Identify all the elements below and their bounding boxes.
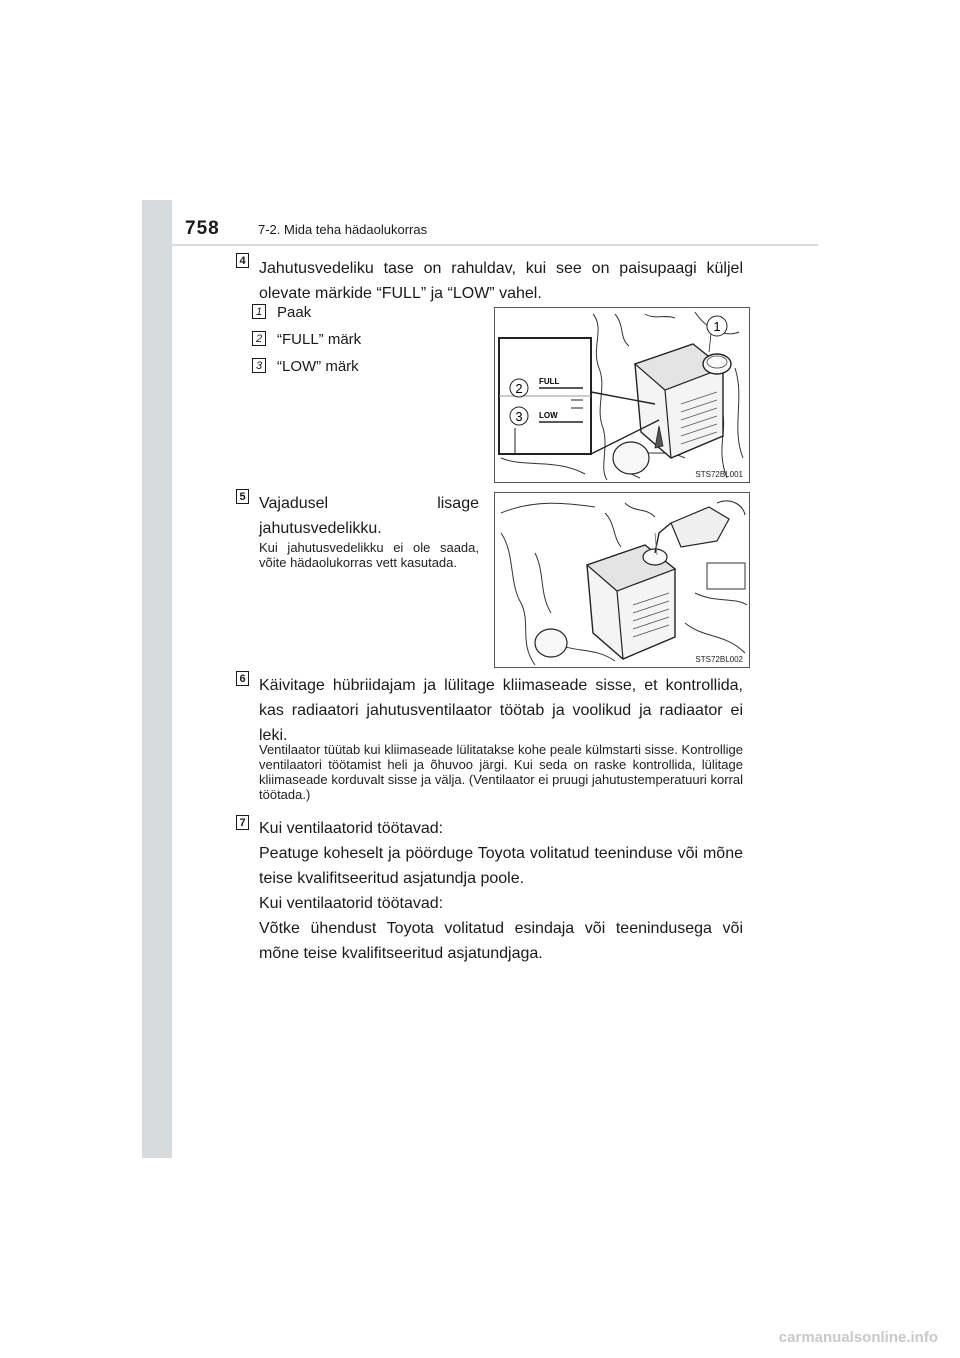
callout-3 <box>252 357 359 377</box>
step-6-note: Ventilaator tüütab kui kliimaseade lülitatakse kohe peale külmstarti sisse. Kontrollige ventilaatori töötamist heli ja õhuvoo järgi. Kui seda on raske kontrollida, lülitage kliimaseade korduvalt sisse ja välja. (Ventilaator ei pruugi jahutustemperatuuri korral töötada.) <box>259 742 743 802</box>
callout-2-label: “FULL” märk <box>277 331 362 348</box>
callout-3-marker-label: 3 <box>515 409 523 424</box>
coolant-bottle-icon <box>655 501 745 555</box>
step-5-text: Vajadusel lisage jahutusvedelikku. <box>259 495 479 537</box>
step-7-action-2: Võtke ühendust Toyota volitatud esindaja või teenindusega või mõne teise kvalifitseeritud asjatundjaga. <box>259 920 743 962</box>
step-6-text: Käivitage hübriidajam ja lülitage kliimaseade sisse, et kontrollida, kas radiaatori jahutusventilaator töötab ja voolikud ja radiaator ei leki. <box>259 677 743 744</box>
step-7-action-1: Peatuge koheselt ja pöörduge Toyota volitatud teeninduse või mõne teise kvalifitseeritud asjatundja poole. <box>259 845 743 887</box>
callout-2-number: 2 <box>252 331 266 346</box>
side-band <box>142 200 172 1158</box>
callout-2-marker-label: 2 <box>515 381 523 396</box>
callout-3-label: “LOW” märk <box>277 358 359 375</box>
callout-1-marker-label: 1 <box>713 319 721 334</box>
step-6-badge: 6 <box>236 671 249 686</box>
callout-1-label: Paak <box>277 304 312 321</box>
callout-3-number: 3 <box>252 358 266 373</box>
step-5-note: Kui jahutusvedelikku ei ole saada, võite hädaolukorras vett kasutada. <box>259 540 479 570</box>
figure-2-code: STS72BL002 <box>695 655 743 664</box>
header-divider <box>142 244 818 246</box>
step-7-block-1 <box>259 816 743 891</box>
step-5-badge: 5 <box>236 489 249 504</box>
step-7-condition-1: Kui ventilaatorid töötavad: <box>259 820 444 837</box>
step-7-badge: 7 <box>236 815 249 830</box>
step-4-text: Jahutusvedeliku tase on rahuldav, kui see on paisupaagi küljel olevate märkide “FULL” ja “LOW” vahel. <box>259 260 743 302</box>
reservoir-illustration <box>495 308 749 482</box>
reservoir-tank-icon <box>535 545 675 659</box>
callout-2 <box>252 330 361 350</box>
figure-reservoir-levels <box>494 307 750 483</box>
full-mark-label: FULL <box>539 377 560 386</box>
level-marks-inset <box>499 338 659 454</box>
step-7-block-2 <box>259 891 743 966</box>
adding-coolant-illustration <box>495 493 749 667</box>
footer-watermark: carmanualsonline.info <box>778 1329 938 1346</box>
callout-1-number: 1 <box>252 304 266 319</box>
figure-adding-coolant <box>494 492 750 668</box>
section-title: 7-2. Mida teha hädaolukorras <box>258 222 428 237</box>
figure-1-code: STS72BL001 <box>695 470 743 479</box>
step-4-badge: 4 <box>236 253 249 268</box>
page-number: 758 <box>185 218 220 239</box>
reservoir-tank-icon <box>613 344 731 474</box>
low-mark-label: LOW <box>539 411 558 420</box>
step-7-condition-2: Kui ventilaatorid töötavad: <box>259 895 444 912</box>
callout-1 <box>252 303 311 323</box>
